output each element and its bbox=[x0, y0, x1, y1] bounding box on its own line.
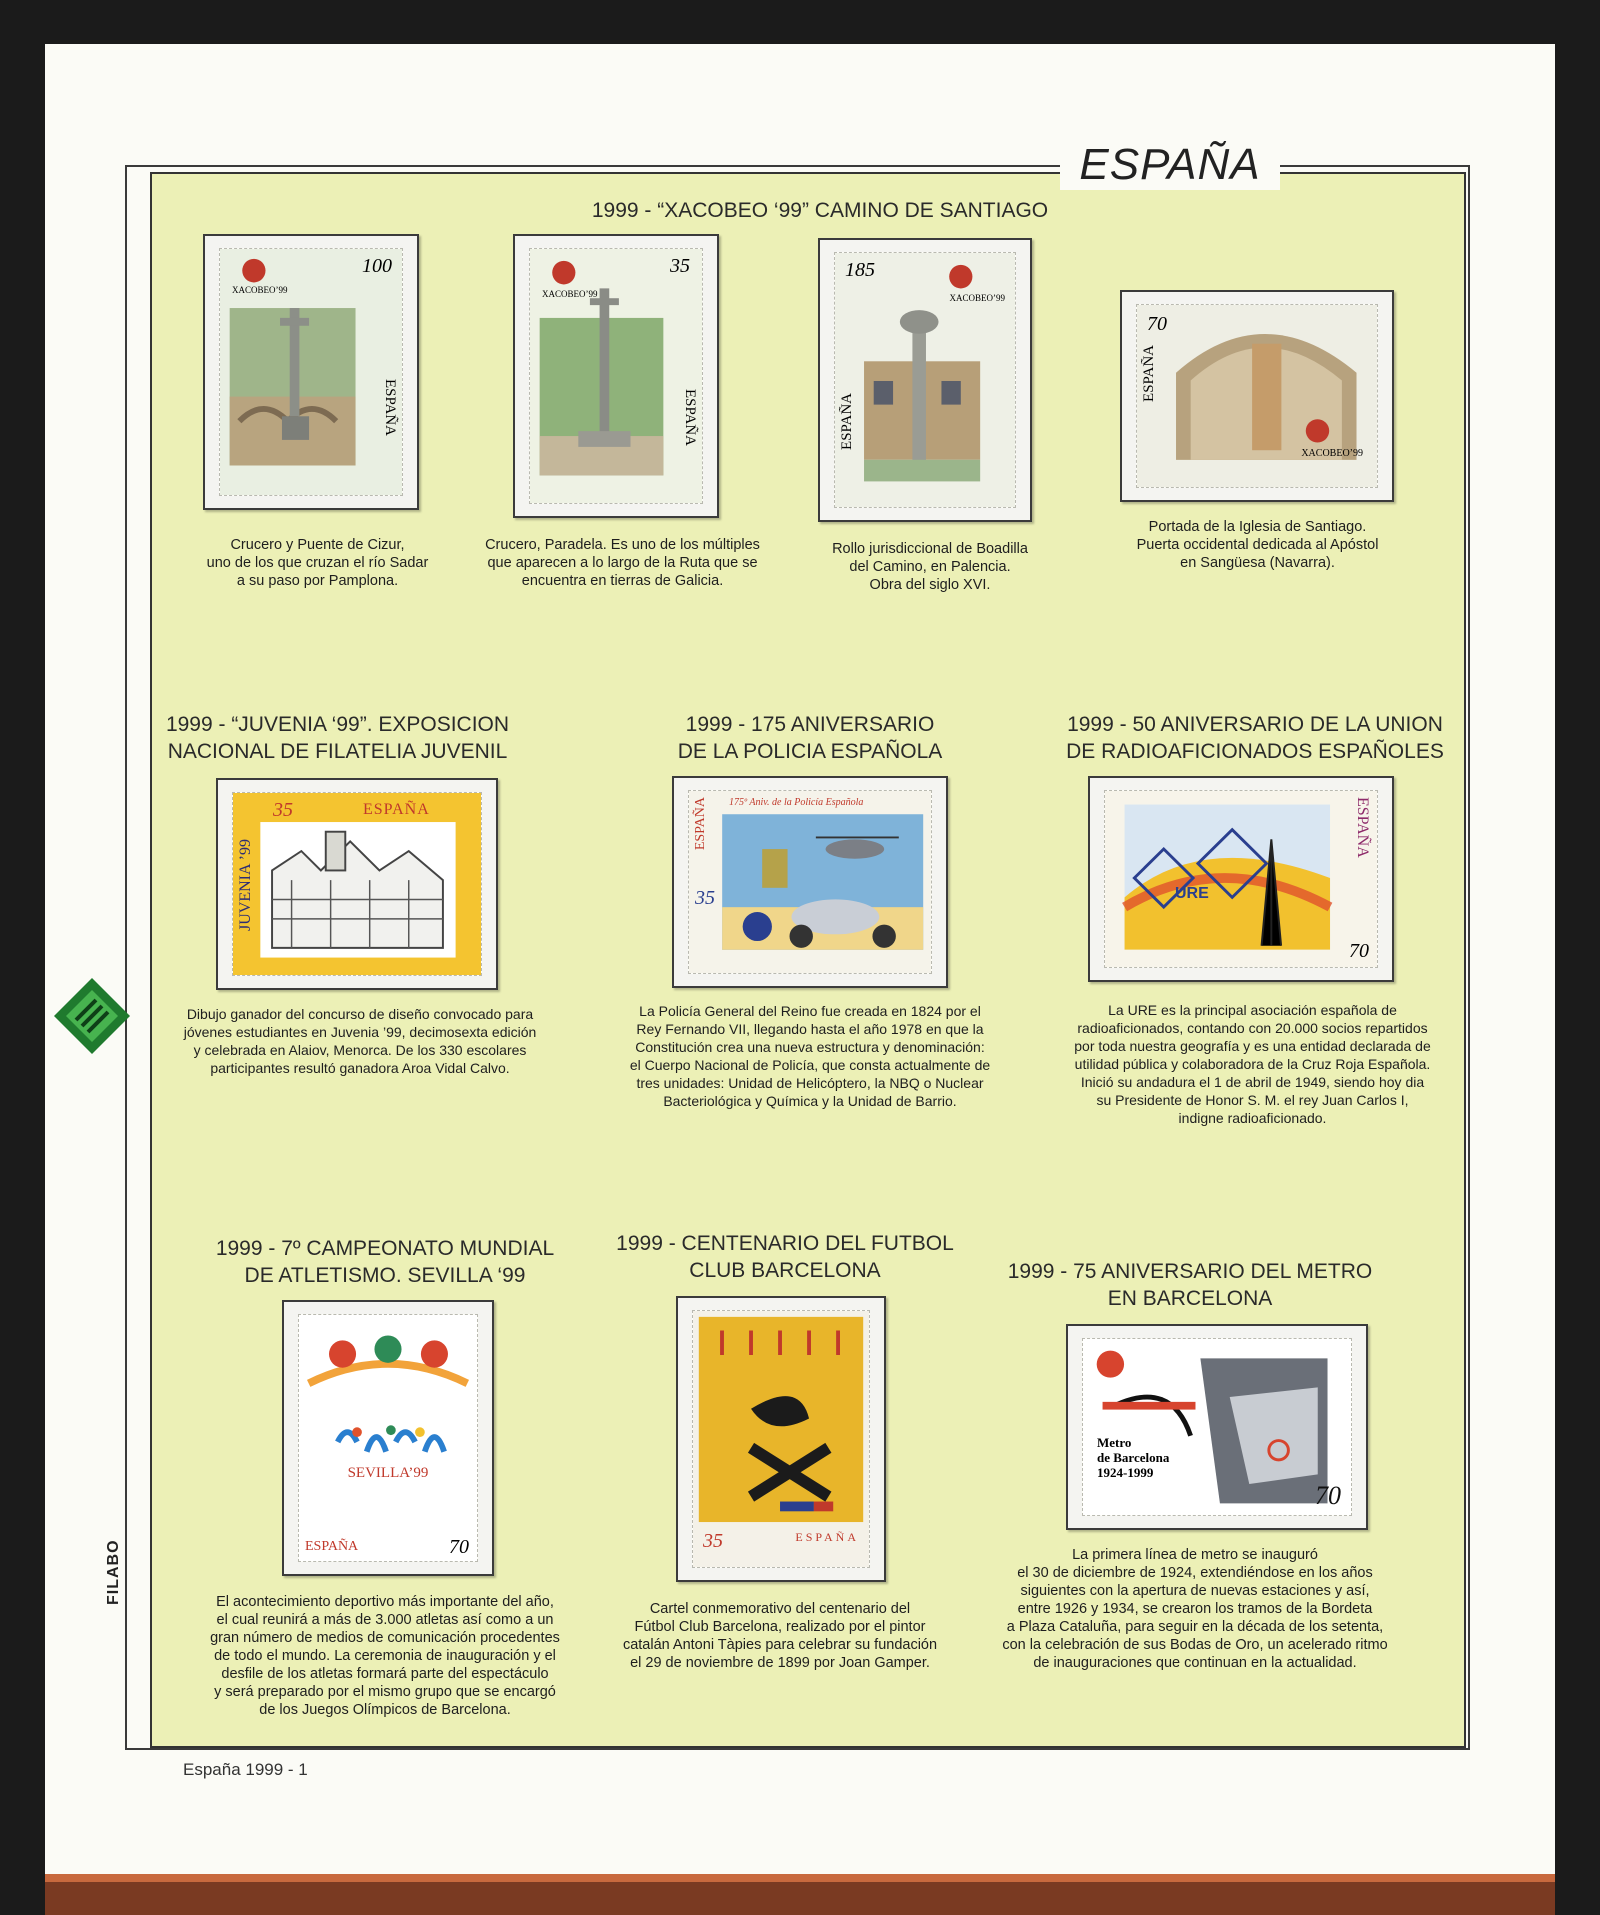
section-title-xacobeo: 1999 - “XACOBEO ‘99” CAMINO DE SANTIAGO bbox=[591, 199, 1049, 222]
stamp-label: XACOBEO’99 bbox=[949, 293, 1005, 303]
stamp-country: ESPAÑA bbox=[363, 801, 430, 818]
caption-xacobeo-35: Crucero, Paradela. Es uno de los múltiples que aparecen a lo largo de la Ruta que se encuentra en tierras de Galicia. bbox=[485, 537, 760, 589]
stamp-ure bbox=[1104, 790, 1378, 968]
stamp-country: ESPAÑA bbox=[305, 1539, 359, 1554]
country-heading: ESPAÑA bbox=[1060, 140, 1280, 190]
stamp-country: ESPAÑA bbox=[1328, 1349, 1344, 1406]
stamp-value: 35 bbox=[695, 887, 715, 909]
stamp-mount-xacobeo-70 bbox=[1120, 290, 1394, 502]
caption-xacobeo-100: Crucero y Puente de Cizur, uno de los que cruzan el río Sadar a su paso por Pamplona. bbox=[206, 537, 429, 589]
stamp-mount-policia bbox=[672, 776, 948, 988]
stamp-xacobeo-100 bbox=[219, 248, 403, 496]
section-title-policia: 1999 - 175 ANIVERSARIO DE LA POLICIA ESPAÑOLA bbox=[677, 713, 943, 763]
stamp-mount-xacobeo-100 bbox=[203, 234, 419, 510]
stamp-value: 70 bbox=[1315, 1481, 1341, 1510]
stamp-barcelona bbox=[692, 1310, 870, 1568]
caption-metro: La primera línea de metro se inauguró el 30 de diciembre de 1924, extendiéndose en los años siguientes con la apertura de nuevas estaciones y así, entre 1926 y 1934, se crearon los tramos de la Bordeta a Plaza Cataluña, para seguir en la década de los setenta, con la celebración de sus Bodas de Oro, un acelerado ritmo de inauguraciones que continuan en la actualidad. bbox=[1002, 1547, 1388, 1671]
caption-radioaficionados: La URE es la principal asociación española de radioaficionados, contando con 20.000 socios repartidos por toda nuestra geografía y es una entidad declarada de utilidad pública y colaboradora de la Cruz Roja Española. Inició su andadura el 1 de abril de 1949, siendo hoy dia su Presidente de Honor S. M. el rey Juan Carlos I, indigne radioaficionado. bbox=[1074, 1002, 1431, 1126]
stamp-label: XACOBEO’99 bbox=[542, 289, 598, 299]
stamp-label: JUVENIA ’99 bbox=[237, 839, 254, 931]
stamp-label: URE bbox=[1175, 885, 1209, 902]
stamp-mount-ure bbox=[1088, 776, 1394, 982]
caption-barcelona: Cartel conmemorativo del centenario del Fútbol Club Barcelona, realizado por el pintor catalán Antoni Tàpies para celebrar su fundación el 29 de noviembre de 1899 por Joan Gamper. bbox=[622, 1601, 938, 1671]
stamp-value: 70 bbox=[449, 1536, 469, 1558]
stamp-value: 70 bbox=[1147, 313, 1167, 335]
stamp-country: ESPAÑA bbox=[682, 389, 698, 446]
stamp-value: 70 bbox=[1349, 940, 1369, 962]
page-edge bbox=[45, 1874, 1555, 1915]
filabo-logo-icon bbox=[52, 976, 132, 1056]
stamp-mount-juvenia bbox=[216, 778, 498, 990]
section-title-metro: 1999 - 75 ANIVERSARIO DEL METRO EN BARCELONA bbox=[1007, 1260, 1373, 1310]
stamp-metro bbox=[1082, 1338, 1352, 1516]
stamp-label: SEVILLA’99 bbox=[347, 1465, 429, 1481]
stamp-value: 35 bbox=[273, 799, 293, 821]
stamp-xacobeo-185 bbox=[834, 252, 1016, 508]
stamp-label: Metro de Barcelona 1924-1999 bbox=[1097, 1435, 1170, 1480]
stamp-value: 185 bbox=[845, 259, 875, 281]
stamp-label: 175º Aniv. de la Policía Española bbox=[729, 797, 864, 808]
section-title-barcelona: 1999 - CENTENARIO DEL FUTBOL CLUB BARCELONA bbox=[616, 1232, 954, 1282]
caption-xacobeo-70: Portada de la Iglesia de Santiago. Puerta occidental dedicada al Apóstol en Sangüesa (Navarra). bbox=[1136, 519, 1379, 571]
stamp-value: 100 bbox=[362, 255, 392, 277]
stamp-country: ESPAÑA bbox=[382, 379, 398, 436]
stamp-country: ESPAÑA bbox=[839, 393, 855, 450]
stamp-policia bbox=[688, 790, 932, 974]
page-footer: España 1999 - 1 bbox=[183, 1760, 308, 1779]
section-title-atletismo: 1999 - 7º CAMPEONATO MUNDIAL DE ATLETISMO. SEVILLA ‘99 bbox=[215, 1237, 555, 1287]
caption-juvenia: Dibujo ganador del concurso de diseño convocado para jóvenes estudiantes en Juvenia ’99, decimosexta edición y celebrada en Alaiov, Menorca. De los 330 escolares participantes resultó ganadora Aroa Vidal Calvo. bbox=[183, 1006, 537, 1076]
stamp-xacobeo-35 bbox=[529, 248, 703, 504]
section-title-juvenia: 1999 - “JUVENIA ‘99”. EXPOSICION NACIONAL DE FILATELIA JUVENIL bbox=[165, 713, 510, 763]
stamp-country: ESPAÑA bbox=[1141, 345, 1157, 402]
stamp-country: ESPAÑA bbox=[1354, 797, 1371, 858]
stamp-mount-xacobeo-185 bbox=[818, 238, 1032, 522]
stamp-xacobeo-70 bbox=[1136, 304, 1378, 488]
stamp-country: ESPAÑA bbox=[693, 797, 708, 851]
stamp-value: 35 bbox=[670, 255, 690, 277]
caption-policia: La Policía General del Reino fue creada en 1824 por el Rey Fernando VII, llegando hasta el año 1978 en que la Constitución crea una nueva estructura y denominación: el Cuerpo Nacional de Policía, que consta actualmente de tres unidades: Unidad de Helicóptero, la NBQ o Nuclear Bacteriológica y Química y la Unidad de Barrio. bbox=[629, 1003, 991, 1109]
stamp-atletismo bbox=[298, 1314, 478, 1562]
stamp-mount-barcelona bbox=[676, 1296, 886, 1582]
stamp-mount-xacobeo-35 bbox=[513, 234, 719, 518]
brand-label: FILABO bbox=[105, 1539, 122, 1605]
stamp-country: ESPAÑA bbox=[795, 1530, 859, 1544]
stamp-label: XACOBEO’99 bbox=[1301, 448, 1363, 459]
stamp-mount-metro bbox=[1066, 1324, 1368, 1530]
stamp-juvenia bbox=[232, 792, 482, 976]
stamp-label: XACOBEO’99 bbox=[232, 285, 288, 295]
stamp-value: 35 bbox=[703, 1530, 723, 1552]
caption-xacobeo-185: Rollo jurisdiccional de Boadilla del Camino, en Palencia. Obra del siglo XVI. bbox=[832, 541, 1028, 593]
caption-atletismo: El acontecimiento deportivo más importante del año, el cual reunirá a más de 3.000 atletas así como a un gran número de medios de comunicación procedentes de todo el mundo. La ceremonia de inauguración y el desfile de los atletas formará parte del espectáculo y será preparado por el mismo grupo que se encargó de los Juegos Olímpicos de Barcelona. bbox=[210, 1594, 560, 1718]
stamp-mount-atletismo bbox=[282, 1300, 494, 1576]
section-title-radioaficionados: 1999 - 50 ANIVERSARIO DE LA UNION DE RADIOAFICIONADOS ESPAÑOLES bbox=[1066, 713, 1444, 763]
